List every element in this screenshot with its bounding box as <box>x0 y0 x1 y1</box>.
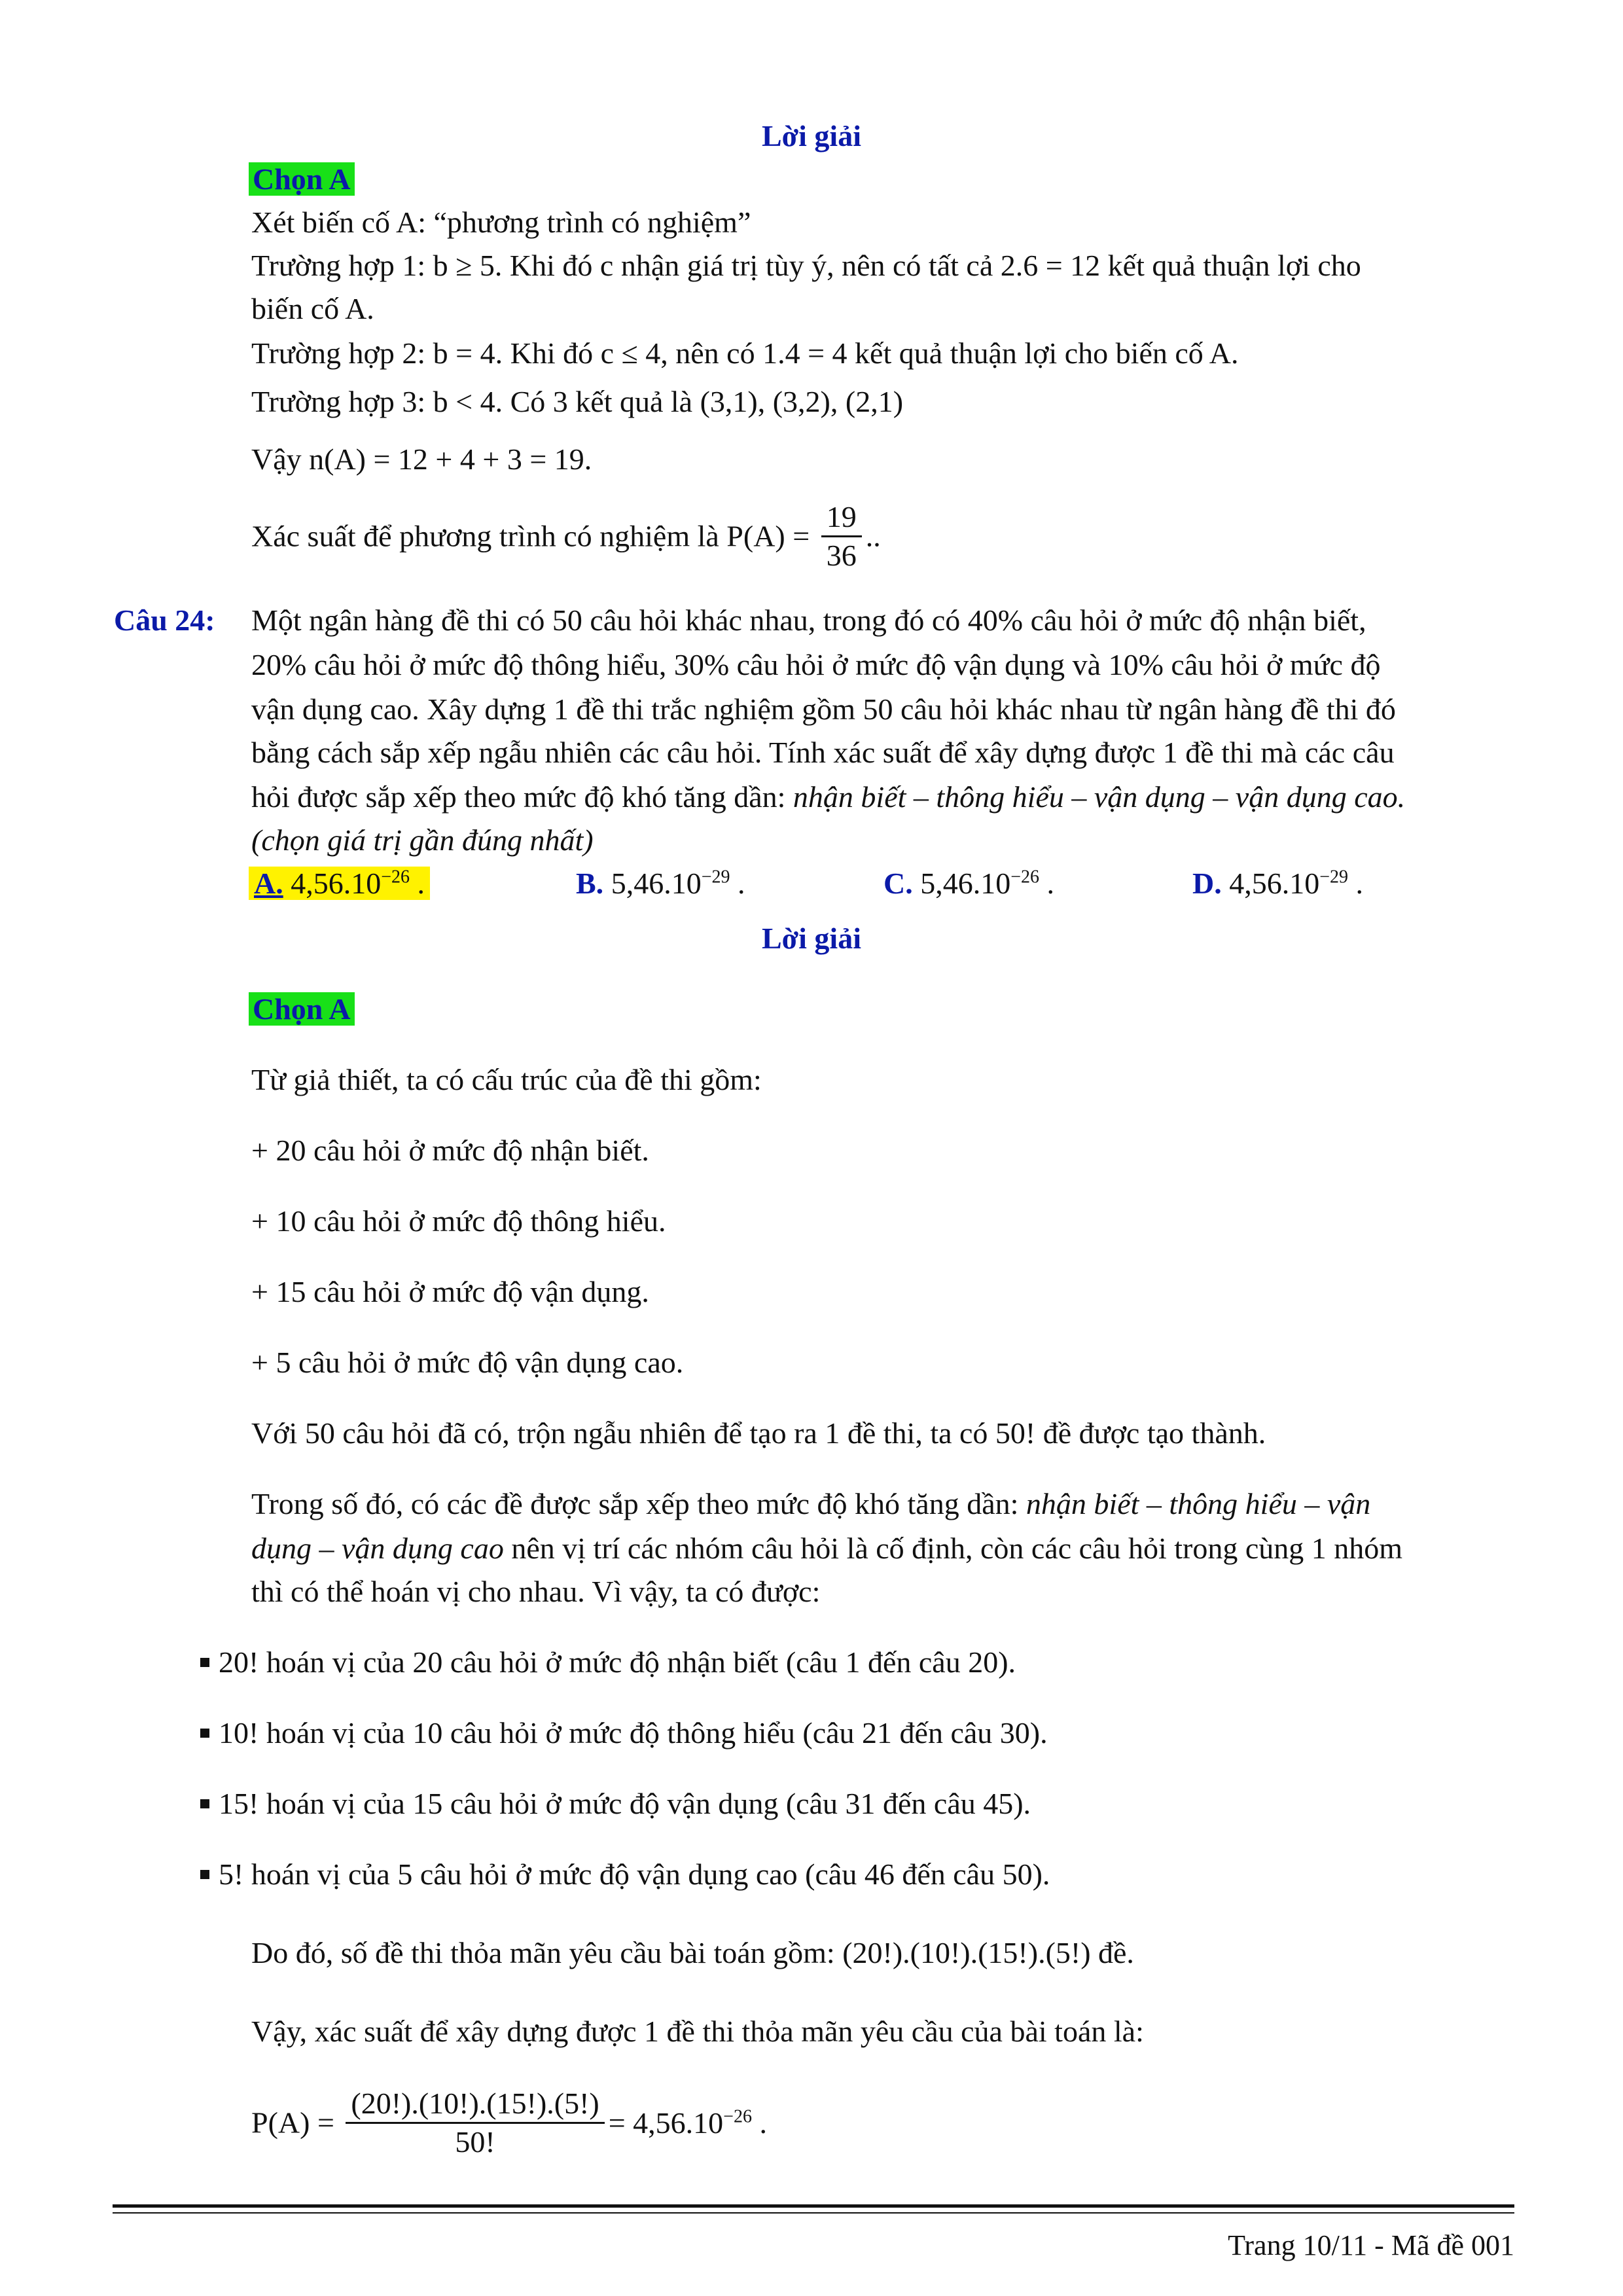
bullet-item <box>200 1643 1016 1682</box>
solution-paragraph: Do đó, số đề thi thỏa mãn yêu cầu bài toán gồm: (20!).(10!).(15!).(5!) đề. <box>251 1936 1134 1969</box>
bullet-icon <box>200 1870 209 1879</box>
probability-line <box>251 499 881 574</box>
solution-line: Vậy n(A) = 12 + 4 + 3 = 19. <box>251 442 592 476</box>
bullet-text: 5! hoán vị của 5 câu hỏi ở mức độ vận dụng cao (câu 46 đến câu 50). <box>219 1857 1050 1891</box>
fraction-numerator: (20!).(10!).(15!).(5!) <box>346 2085 604 2124</box>
probability-end: .. <box>865 519 881 553</box>
question-text-line: 20% câu hỏi ở mức độ thông hiểu, 30% câu hỏi ở mức độ vận dụng và 10% câu hỏi ở mức độ <box>251 648 1381 681</box>
final-formula <box>251 2085 767 2161</box>
option-end: . <box>737 867 745 900</box>
bullet-item <box>200 1855 1050 1894</box>
structure-item: + 5 câu hỏi ở mức độ vận dụng cao. <box>251 1346 684 1379</box>
choice-label: Chọn A <box>249 162 355 196</box>
footer-divider <box>113 2204 1514 2208</box>
paragraph-italic: nhận biết – thông hiểu – vận <box>1026 1487 1371 1520</box>
bullet-text: 20! hoán vị của 20 câu hỏi ở mức độ nhận biết (câu 1 đến câu 20). <box>219 1645 1016 1679</box>
option-a <box>249 864 430 903</box>
solution-line: Trường hợp 3: b < 4. Có 3 kết quả là (3,1), (3,2), (2,1) <box>251 385 904 418</box>
bullet-icon <box>200 1658 209 1667</box>
question-text-line: bằng cách sắp xếp ngẫu nhiên các câu hỏi. Tính xác suất để xây dựng được 1 đề thi mà các câu <box>251 736 1395 769</box>
question-text: hỏi được sắp xếp theo mức độ khó tăng dần: <box>251 780 793 814</box>
solution-line: Trường hợp 1: b ≥ 5. Khi đó c nhận giá trị tùy ý, nên có tất cả 2.6 = 12 kết quả thuận lợi cho <box>251 249 1361 282</box>
option-letter: B. <box>576 867 604 900</box>
structure-item: + 20 câu hỏi ở mức độ nhận biết. <box>251 1134 649 1167</box>
question-number <box>114 601 215 640</box>
formula-value: = 4,56.10 <box>608 2106 724 2140</box>
question-italic-text: nhận biết – thông hiểu – vận dụng – vận dụng cao. <box>793 780 1406 814</box>
option-value: 5,46.10 <box>611 867 702 900</box>
bullet-icon <box>200 1729 209 1738</box>
option-end: . <box>417 867 425 900</box>
option-letter: A. <box>254 867 283 900</box>
solution-paragraph <box>251 1484 1370 1524</box>
question-label: Câu 24: <box>114 603 215 637</box>
option-letter: C. <box>883 867 913 900</box>
option-exponent: −29 <box>701 867 730 888</box>
formula-rhs <box>609 2106 767 2140</box>
option-a-highlight <box>249 867 430 900</box>
solution-line: Xét biến cố A: “phương trình có nghiệm” <box>251 206 751 239</box>
solution-paragraph <box>251 1529 1402 1568</box>
bullet-text: 10! hoán vị của 10 câu hỏi ở mức độ thông hiểu (câu 21 đến câu 30). <box>219 1716 1048 1749</box>
question-text-line: Một ngân hàng đề thi có 50 câu hỏi khác nhau, trong đó có 40% câu hỏi ở mức độ nhận biết, <box>251 603 1366 637</box>
option-exponent: −26 <box>381 867 410 888</box>
choice-label: Chọn A <box>249 992 355 1026</box>
option-c <box>883 864 1054 903</box>
solution-heading: Lời giải <box>762 922 861 955</box>
paragraph-text: nên vị trí các nhóm câu hỏi là cố định, còn các câu hỏi trong cùng 1 nhóm <box>503 1532 1403 1565</box>
fraction-denominator: 36 <box>826 539 857 572</box>
structure-item: + 15 câu hỏi ở mức độ vận dụng. <box>251 1275 649 1308</box>
solution-paragraph: Vậy, xác suất để xây dựng được 1 đề thi thỏa mãn yêu cầu của bài toán là: <box>251 2015 1144 2048</box>
question-text-line: vận dụng cao. Xây dựng 1 đề thi trắc nghiệm gồm 50 câu hỏi khác nhau từ ngân hàng đề thi đó <box>251 692 1396 726</box>
formula-fraction <box>346 2085 604 2161</box>
solution-paragraph: Với 50 câu hỏi đã có, trộn ngẫu nhiên để tạo ra 1 đề thi, ta có 50! đề được tạo thành. <box>251 1416 1266 1450</box>
solution-line: biến cố A. <box>251 292 374 325</box>
option-d <box>1192 864 1363 903</box>
bullet-text: 15! hoán vị của 15 câu hỏi ở mức độ vận dụng (câu 31 đến câu 45). <box>219 1787 1031 1820</box>
option-end: . <box>1355 867 1364 900</box>
paragraph-italic: dụng – vận dụng cao <box>251 1532 504 1565</box>
fraction-numerator: 19 <box>821 499 862 537</box>
solution-line: Trường hợp 2: b = 4. Khi đó c ≤ 4, nên có 1.4 = 4 kết quả thuận lợi cho biến cố A. <box>251 336 1239 370</box>
option-letter: D. <box>1192 867 1222 900</box>
solution-heading: Lời giải <box>762 119 861 152</box>
option-exponent: −29 <box>1319 867 1349 888</box>
option-value: 4,56.10 <box>1229 867 1320 900</box>
footer-divider-thin <box>113 2212 1514 2214</box>
formula-lhs: P(A) = <box>251 2106 334 2140</box>
option-exponent: −26 <box>1010 867 1040 888</box>
option-b <box>576 864 745 903</box>
formula-end: . <box>759 2106 767 2140</box>
option-end: . <box>1046 867 1055 900</box>
option-value: 5,46.10 <box>920 867 1011 900</box>
solution-paragraph: thì có thể hoán vị cho nhau. Vì vậy, ta có được: <box>251 1575 821 1608</box>
option-value: 4,56.10 <box>291 867 382 900</box>
bullet-item <box>200 1784 1031 1823</box>
bullet-item <box>200 1713 1048 1753</box>
choice-badge <box>249 160 355 199</box>
question-text-line <box>251 778 1405 817</box>
fraction-denominator: 50! <box>455 2125 495 2159</box>
choice-badge <box>249 990 355 1029</box>
bullet-icon <box>200 1799 209 1808</box>
probability-text: Xác suất để phương trình có nghiệm là P(A) = <box>251 519 810 553</box>
page-footer: Trang 10/11 - Mã đề 001 <box>1228 2229 1514 2261</box>
structure-item: + 10 câu hỏi ở mức độ thông hiểu. <box>251 1204 666 1238</box>
paragraph-text: Trong số đó, có các đề được sắp xếp theo mức độ khó tăng dần: <box>251 1487 1026 1520</box>
question-note: (chọn giá trị gần đúng nhất) <box>251 823 594 857</box>
solution-line: Từ giả thiết, ta có cấu trúc của đề thi gồm: <box>251 1063 762 1096</box>
formula-exponent: −26 <box>723 2106 752 2127</box>
probability-fraction <box>821 499 862 574</box>
